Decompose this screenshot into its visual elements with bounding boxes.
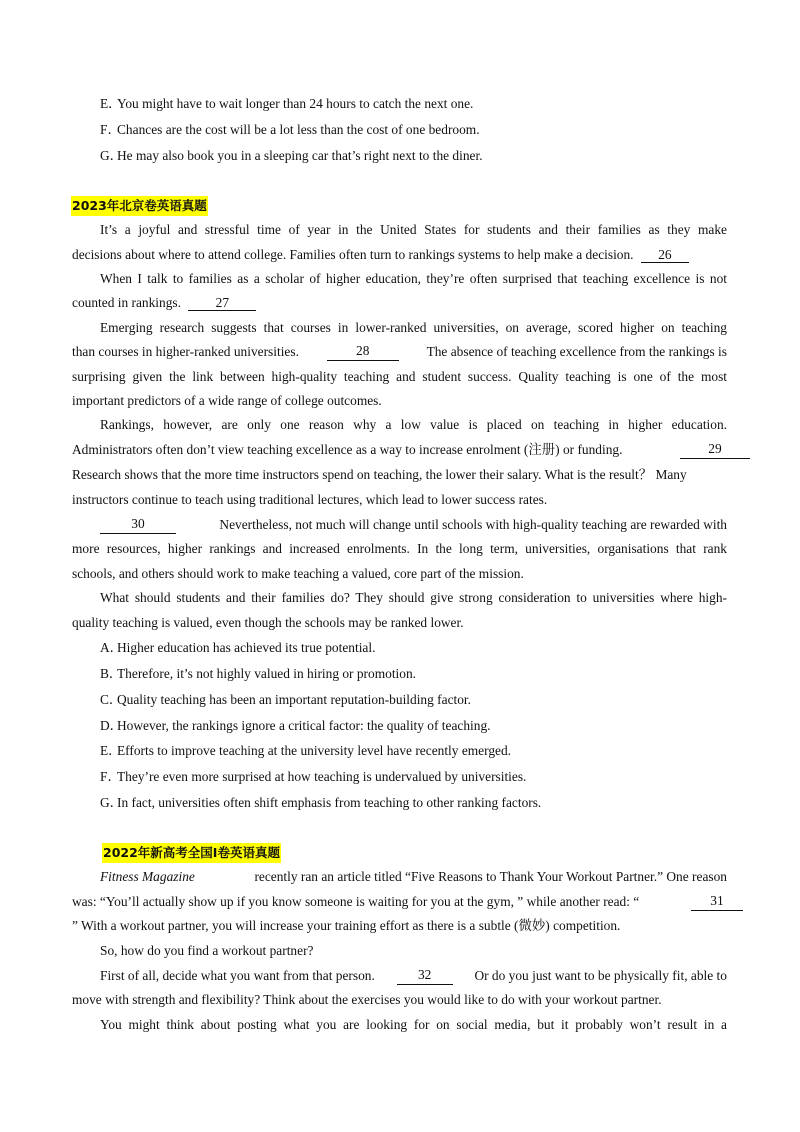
p2-line2: counted in rankings. 27 xyxy=(72,294,256,312)
p3-line2: than courses in higher-ranked universities. 28 The absence of teaching excellence from the rankings is xyxy=(72,343,727,359)
blank-26[interactable]: 26 xyxy=(641,247,689,263)
p1-line2: decisions about where to attend college. Families often turn to rankings systems to help make a decision. 26 xyxy=(72,246,689,264)
p4-line1: Rankings, however, are only one reason why a low value is placed on teaching in higher education. xyxy=(100,417,727,432)
option-g-top: G．He may also book you in a sleeping car that’s right next to the diner. xyxy=(100,148,483,163)
p5-line3: schools, and others should work to make teaching a valued, core part of the mission. xyxy=(72,566,524,581)
p4-line3: Research shows that the more time instructors spend on teaching, the lower their salary. What is the result？ Many xyxy=(72,467,687,482)
s2-p1-line2: was: “You’ll actually show up if you know someone is waiting for you at the gym, ” while another read: “ 31 xyxy=(72,893,743,911)
option-b: B．Therefore, it’s not highly valued in hiring or promotion. xyxy=(100,666,417,681)
s2-p2: So, how do you find a workout partner? xyxy=(100,943,314,958)
option-g: G．In fact, universities often shift emphasis from teaching to other ranking factors. xyxy=(100,795,542,810)
option-f: F．They’re even more surprised at how teaching is undervalued by universities. xyxy=(100,769,527,784)
p2-line1: When I talk to families as a scholar of higher education, they’re often surprised that teaching excellence is not xyxy=(100,271,727,286)
magazine-title: Fitness Magazine xyxy=(100,869,195,884)
option-f-top: F．Chances are the cost will be a lot less than the cost of one bedroom. xyxy=(100,122,480,137)
option-e-top: E．You might have to wait longer than 24 hours to catch the next one. xyxy=(100,96,474,111)
p3-line4: important predictors of a wide range of college outcomes. xyxy=(72,393,382,408)
p3-line1: Emerging research suggests that courses in lower-ranked universities, on average, scored higher on teaching xyxy=(100,320,727,335)
p6-line2: quality teaching is valued, even though the schools may be ranked lower. xyxy=(72,615,464,630)
section-heading-2023: 2023年北京卷英语真题 xyxy=(71,196,208,216)
blank-30[interactable]: 30 xyxy=(100,516,176,534)
s2-p1-line1: Fitness Magazine recently ran an article titled “Five Reasons to Thank Your Workout Partner.” One reason xyxy=(100,869,727,884)
option-a: A．Higher education has achieved its true potential. xyxy=(100,640,376,655)
p5-line1: 30 Nevertheless, not much will change until schools with high-quality teaching are rewarded with xyxy=(100,516,727,534)
option-d: D．However, the rankings ignore a critical factor: the quality of teaching. xyxy=(100,718,491,733)
p3-line3: surprising given the link between high-quality teaching and student success. Quality teaching is one of the most xyxy=(72,369,727,384)
p4-line4: instructors continue to teach using traditional lectures, which lead to lower success rates. xyxy=(72,492,548,507)
s2-p4-line1: You might think about posting what you are looking for on social media, but it probably won’t result in a xyxy=(100,1017,727,1032)
s2-p3-line1: First of all, decide what you want from that person. 32 Or do you just want to be physically fit, able to xyxy=(100,967,727,983)
s2-p3-line2: move with strength and flexibility? Think about the exercises you would like to do with your workout partner. xyxy=(72,992,662,1007)
section-heading-2022: 2022年新高考全国I卷英语真题 xyxy=(102,843,281,863)
p4-line2: Administrators often don’t view teaching excellence as a way to increase enrolment (注册) or funding. 29 xyxy=(72,441,750,459)
p1-line1: It’s a joyful and stressful time of year in the United States for students and their families as they make xyxy=(100,222,727,237)
blank-32[interactable]: 32 xyxy=(397,967,453,985)
blank-31[interactable]: 31 xyxy=(691,893,743,911)
blank-27[interactable]: 27 xyxy=(188,295,256,311)
option-e: E．Efforts to improve teaching at the university level have recently emerged. xyxy=(100,743,512,758)
s2-p1-line3: ” With a workout partner, you will increase your training effort as there is a subtle (微妙) competition. xyxy=(72,918,621,933)
p6-line1: What should students and their families do? They should give strong consideration to universities where high- xyxy=(100,590,727,605)
blank-28[interactable]: 28 xyxy=(327,343,399,361)
option-c: C．Quality teaching has been an important reputation-building factor. xyxy=(100,692,472,707)
p5-line2: more resources, higher rankings and increased enrolments. In the long term, universities, organisations that rank xyxy=(72,541,727,556)
blank-29[interactable]: 29 xyxy=(680,441,750,459)
